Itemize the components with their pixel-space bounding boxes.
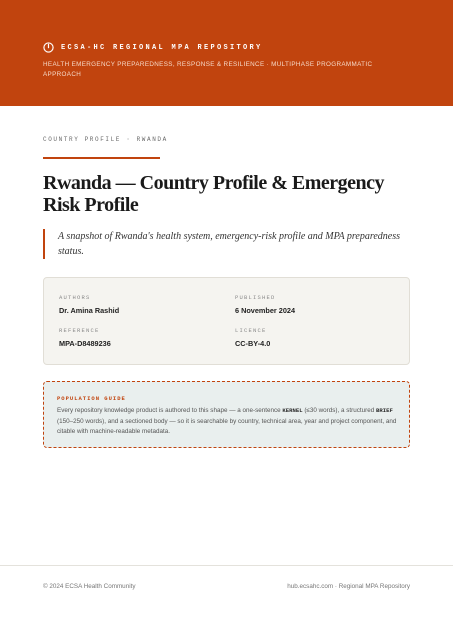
guide-text-part: (≤30 words), a structured (302, 407, 377, 414)
guide-text-part: Every repository knowledge product is authored to this shape — a one-sentence (57, 407, 283, 414)
meta-authors-label: AUTHORS (59, 294, 91, 301)
footer-site-link[interactable]: hub.ecsahc.com · Regional MPA Repository (287, 583, 410, 590)
page-title: Rwanda — Country Profile & Emergency Risk Profile (43, 172, 385, 216)
guide-label: POPULATION GUIDE (57, 395, 126, 402)
kicker-divider (43, 157, 160, 159)
kernel-term: KERNEL (282, 407, 303, 414)
meta-licence (235, 327, 270, 348)
meta-reference (59, 327, 111, 348)
meta-reference-label: REFERENCE (59, 327, 100, 334)
guide-text (57, 406, 397, 438)
meta-authors (59, 294, 119, 315)
population-guide (43, 381, 410, 448)
footer-divider (0, 565, 453, 566)
brand[interactable] (43, 42, 263, 53)
meta-reference-value: MPA-D8489236 (59, 339, 111, 348)
meta-licence-value: CC-BY-4.0 (235, 339, 271, 348)
meta-licence-label: LICENCE (235, 327, 267, 334)
brand-name: ECSA-HC REGIONAL MPA REPOSITORY (61, 43, 263, 52)
meta-published (235, 294, 295, 315)
page-kicker: COUNTRY PROFILE · RWANDA (43, 136, 168, 143)
meta-published-label: PUBLISHED (235, 294, 276, 301)
meta-published-value: 6 November 2024 (235, 306, 296, 315)
metadata-card (43, 277, 410, 365)
site-header (0, 0, 453, 106)
power-icon (43, 42, 54, 53)
header-tagline: HEALTH EMERGENCY PREPAREDNESS, RESPONSE & RESILIENCE · MULTIPHASE PROGRAMMATIC APPROACH (43, 61, 373, 78)
page-lede: A snapshot of Rwanda's health system, emergency-risk profile and MPA preparedness status. (43, 229, 403, 259)
brief-term: BRIEF (376, 407, 393, 414)
guide-text-part: (150–250 words), and a sectioned body — so it is searchable by country, technical area, year and project component, and citable with machine-readable metadata. (57, 417, 397, 435)
meta-authors-value: Dr. Amina Rashid (59, 306, 120, 315)
footer-copyright: © 2024 ECSA Health Community (43, 583, 136, 590)
